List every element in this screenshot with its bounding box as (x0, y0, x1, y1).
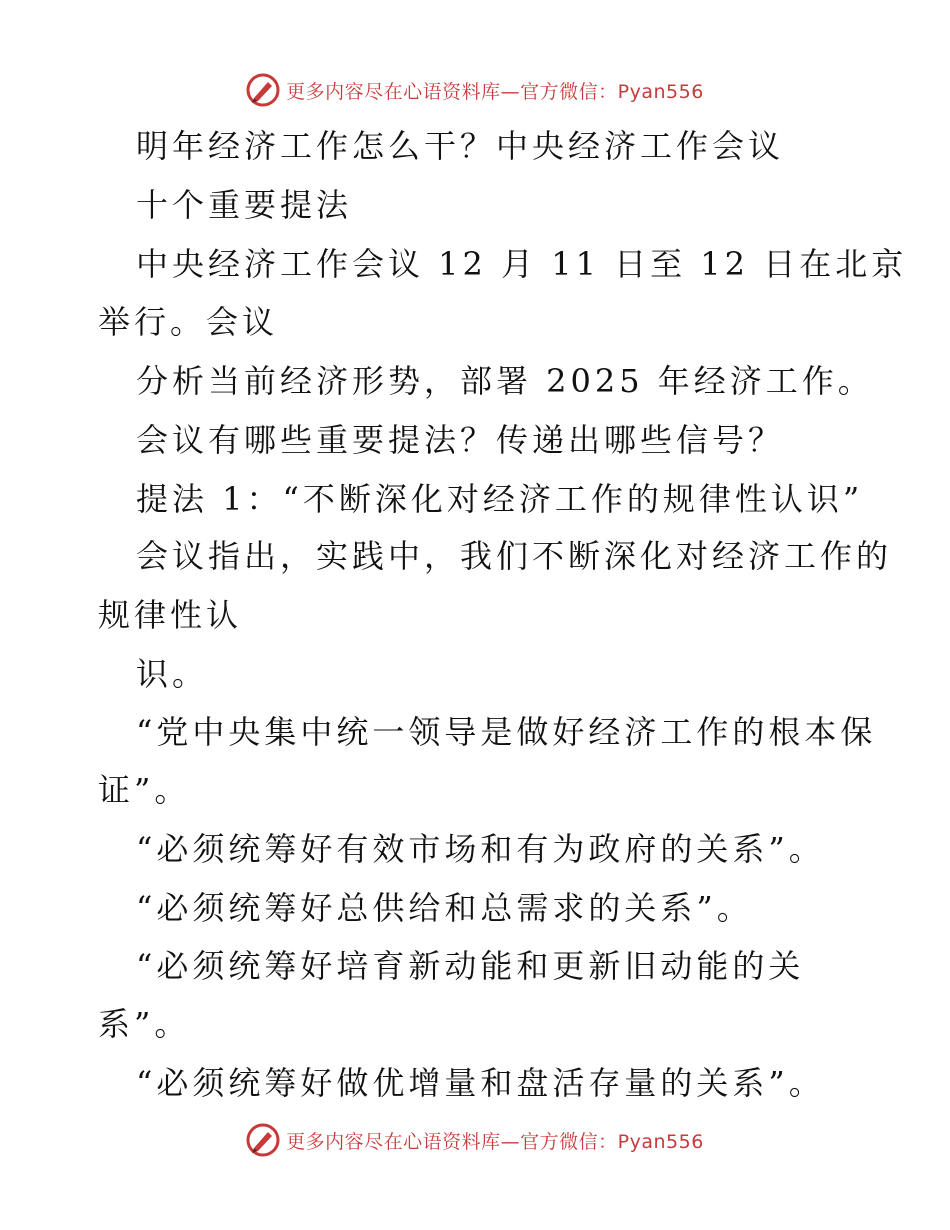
body-line: 规律性认 (98, 596, 243, 634)
body-line: 提法 1：“不断深化对经济工作的规律性认识” (136, 480, 864, 518)
body-line: 证”。 (98, 771, 191, 809)
body-line: 举行。会议 (98, 303, 279, 341)
body-line: 分析当前经济形势，部署 2025 年经济工作。 (136, 362, 874, 400)
pen-logo-icon (246, 1123, 280, 1157)
body-line: 识。 (136, 655, 209, 693)
body-line: “必须统筹好培育新动能和更新旧动能的关 (136, 947, 805, 985)
body-line: “必须统筹好有效市场和有为政府的关系”。 (136, 830, 825, 868)
body-line: “党中央集中统一领导是做好经济工作的根本保 (136, 713, 877, 751)
footer-banner (0, 1120, 950, 1160)
body-line: 会议有哪些重要提法？传递出哪些信号？ (136, 421, 785, 459)
header-banner-text: 更多内容尽在心语资料库—官方微信：Pyan556 (286, 80, 704, 103)
body-line: 中央经济工作会议 12 月 11 日至 12 日在北京 (136, 245, 908, 283)
body-line: 十个重要提法 (136, 186, 353, 224)
body-line: “必须统筹好做优增量和盘活存量的关系”。 (136, 1064, 825, 1102)
body-line: 明年经济工作怎么干？中央经济工作会议 (136, 127, 785, 165)
body-line: “必须统筹好总供给和总需求的关系”。 (136, 889, 753, 927)
footer-banner-text: 更多内容尽在心语资料库—官方微信：Pyan556 (286, 1130, 704, 1153)
body-line: 系”。 (98, 1005, 191, 1043)
body-line: 会议指出，实践中，我们不断深化对经济工作的 (136, 537, 893, 575)
